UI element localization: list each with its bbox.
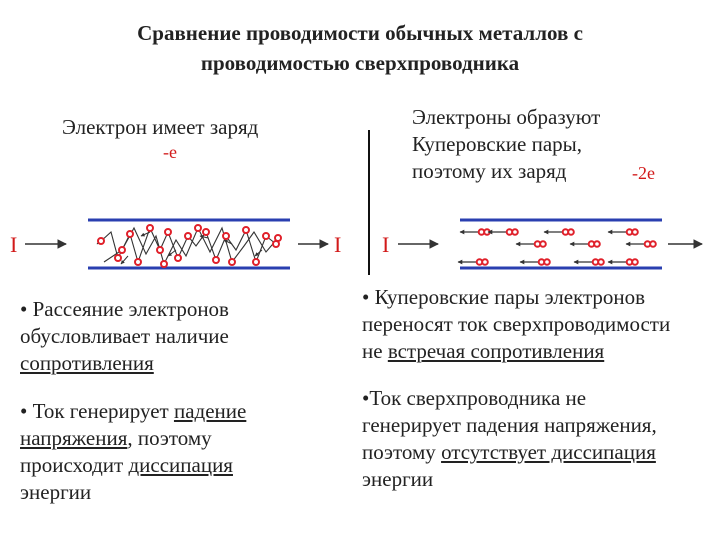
right-heading-line3: поэтому их заряд: [412, 159, 567, 183]
cooper-pair: [544, 229, 574, 235]
left-current-in-label: I: [10, 232, 18, 257]
right-bullet-2: •Ток сверхпроводника не генерирует падения напряжения, поэтому отсутствует диссипация энергии: [362, 386, 657, 491]
cooper-pair: [608, 229, 638, 235]
right-current-in-label: I: [382, 232, 390, 257]
left-charge-label: -e: [163, 142, 177, 162]
paired-electron: [540, 241, 546, 247]
paired-electron: [568, 229, 574, 235]
paired-electron: [632, 229, 638, 235]
cooper-pair: [488, 229, 518, 235]
left-heading: Электрон имеет заряд: [62, 115, 259, 139]
right-charge-label: -2e: [632, 163, 655, 183]
right-heading-line1: Электроны образуют: [412, 105, 601, 129]
paired-electron: [594, 241, 600, 247]
cooper-pair: [520, 259, 550, 265]
paired-electron: [650, 241, 656, 247]
cooper-pairs: [458, 229, 656, 265]
cooper-pair: [458, 259, 488, 265]
paired-electron: [632, 259, 638, 265]
cooper-pair: [516, 241, 546, 247]
slide-title-line1: Сравнение проводимости обычных металлов с: [137, 21, 583, 45]
left-bullet-1: • Рассеяние электронов обусловливает наличие сопротивления: [20, 297, 229, 375]
electron-particles: [98, 225, 281, 267]
cooper-pair: [574, 259, 604, 265]
paired-electron: [512, 229, 518, 235]
paired-electron: [598, 259, 604, 265]
cooper-pair: [460, 229, 490, 235]
paired-electron: [544, 259, 550, 265]
paired-electron: [482, 259, 488, 265]
cooper-pair: [608, 259, 638, 265]
cooper-pair: [570, 241, 600, 247]
cooper-pair: [626, 241, 656, 247]
right-bullet-1: • Куперовские пары электронов переносят ток сверхпроводимости не встречая сопротивления: [362, 285, 671, 363]
slide-title-line2: проводимостью сверхпроводника: [200, 51, 520, 75]
left-current-out-label: I: [334, 232, 342, 257]
left-bullet-2: • Ток генерирует падение напряжения, поэтому происходит диссипация энергии: [20, 399, 247, 504]
right-heading-line2: Куперовские пары,: [412, 132, 583, 156]
